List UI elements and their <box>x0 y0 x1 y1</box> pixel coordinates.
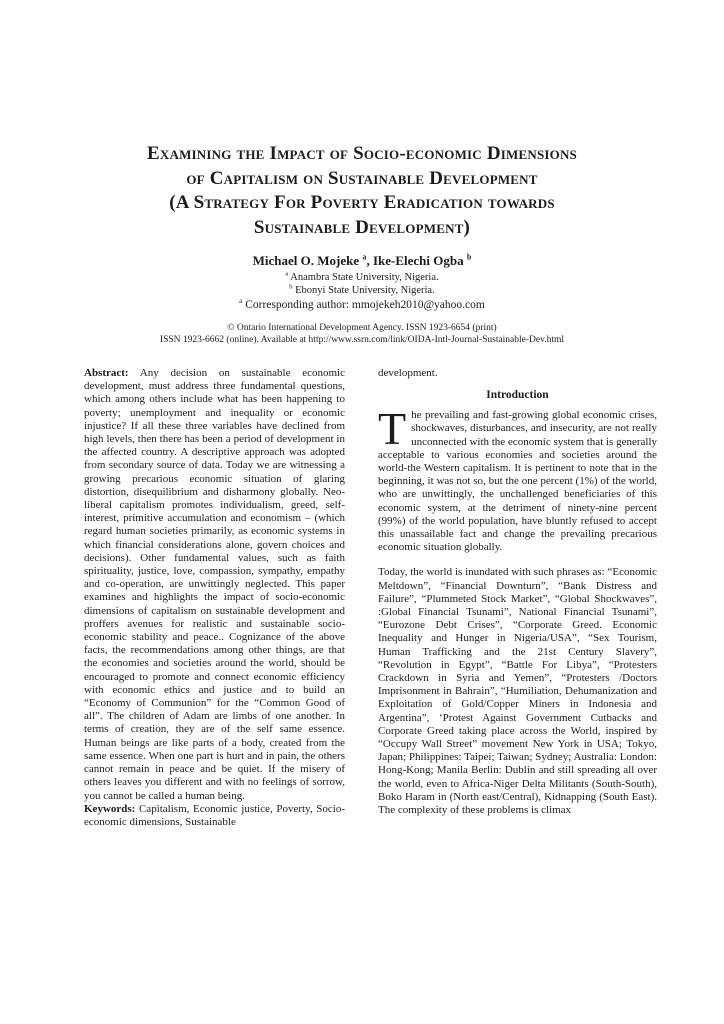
affiliation-2-sup: b <box>289 283 293 290</box>
two-column-body <box>0 367 724 829</box>
imprint-block <box>0 322 724 346</box>
author-sup-2: b <box>466 252 472 262</box>
corresponding-label: Corresponding author: <box>242 299 352 311</box>
corresponding-email: mmojekeh2010@yahoo.com <box>351 299 485 311</box>
title-line-2: of Capitalism on Sustainable Development <box>186 167 538 189</box>
phrases-paragraph: Today, the world is inundated with such phrases as: “Economic Meltdown”, “Financial Downturn”, “Bank Distress and Failure”, “Plummeted Stock Market”, “Global Shockwaves”, :Global Financial Tsunami”, National Financial Tsunami”, “Eurozone Debt Crises”, “Corporate Greed. Economic Inequality and Hunger in Nigeria/USA”, “Sex Tourism, Human Trafficking and the 21st Century Slavery”, “Revolution in Egypt”, “Battle For Libya”, “Protesters Crackdown in Syria and Yemen”, “Protesters /Doctors Imprisonment in Bahrain”, “Humiliation, Dehumanization and Exploitation of Gold/Copper Miners in Indonesia and Argentina”, ‘Protest Against Government Cutbacks and Corporate Greed taking place across the World, inspired by “Occupy Wall Street” movement New York in USA; Tokyo, Japan; Philippines: Taipei; Taiwan; Sydney; Australia: London: Hong-Kong; Manila Berlin: Dublin and still spreading all over the world, even to Africa-Niger Delta Militants (South-South), Boko Haram in (North east/Central), Kidnapping (South East). The complexity of these problems is climax <box>378 566 657 817</box>
author-separator: , <box>366 253 373 268</box>
corresponding-author-line <box>0 298 724 312</box>
imprint-line-1: © Ontario International Development Agency. ISSN 1923-6654 (print) <box>227 323 497 333</box>
author-name-2: Ike-Elechi Ogba <box>372 253 467 268</box>
introduction-text: he prevailing and fast-growing global economic crises, shockwaves, disturbances, and insecurity, are not really unconnected with the economic system that is generally acceptable to various economies and societies around the world-the Western capitalism. It is pertinent to note that in the beginning, it was not so, but the one percent (1%) of the world, who are unwittingly, the unchallenged beneficiaries of this economic system, at the detriment of ninety-nine percent (99%) of the world population, have bluntly refused to accept this unassailable fact and change the prevailing precarious economic situation globally. <box>378 409 658 554</box>
keywords-paragraph <box>84 803 345 829</box>
abstract-text: Any decision on sustainable economic development, must address three fundamental questions, which among others include what has been happening to poverty; unemployment and inequality or economic injustice? If all these three variables have declined from high levels, then there has been a period of development in the affected country. A descriptive approach was adopted from secondary source of data. Today we are witnessing a growing precarious economic situation of glaring distortion, disequilibrium and disharmony globally. Neo-liberal capitalism promotes individualism, greed, self-interest, primitive accumulation and economism – (which regard human societies primarily, as economic systems in which financial considerations alone, govern choices and decisions). Other fundamental values, such as faith spirituality, justice, love, compassion, sympathy, empathy and co-operation, are unwittingly neglected. This paper examines and highlights the impact of socio-economic dimensions of capitalism on sustainable development and proffers avenues for realistic and sustainable socio-economic stability and peace.. Cognizance of the above facts, the recommendations among other things, are that the economies and societies around the world, should be encouraged to promote and connect economic efficiency with economic ethics and justice and to build an “Economy of Communion” for the “Common Good of all”. The children of Adam are limbs of one another. In terms of creation, they are of the self same essence. Human beings are like parts of a body, created from the same essence. When one part is hurt and in pain, the others cannot remain in peace and be quiet. If the misery of others leaves you different and with no feelings of sorrow, you cannot be called a human being. <box>84 367 345 802</box>
paper-title <box>0 142 724 240</box>
paper-header <box>0 0 724 346</box>
right-column <box>378 367 657 829</box>
affiliation-2 <box>0 285 724 298</box>
introduction-heading: Introduction <box>486 389 549 402</box>
keywords-label: Keywords: <box>84 802 136 815</box>
left-column <box>84 367 345 829</box>
introduction-paragraph <box>378 403 658 554</box>
authors-line <box>0 253 724 269</box>
dropcap-letter: T <box>378 403 407 455</box>
imprint-line-2: ISSN 1923-6662 (online). Available at http://www.ssrn.com/link/OIDA-Intl-Journal-Sustainable-Dev.html <box>159 335 565 345</box>
title-line-3: (A Strategy For Poverty Eradication towards <box>169 192 555 213</box>
affiliation-1-text: Anambra State University, Nigeria. <box>288 272 439 283</box>
author-name-1: Michael O. Mojeke <box>252 253 363 268</box>
affiliation-2-text: Ebonyi State University, Nigeria. <box>292 284 435 296</box>
affiliation-1 <box>0 272 724 285</box>
abstract-label: Abstract: <box>84 367 129 379</box>
affiliation-1-sup: a <box>285 270 289 278</box>
affiliations <box>0 272 724 297</box>
abstract-paragraph <box>84 367 345 803</box>
title-line-1: Examining the Impact of Socio-economic Dimensions <box>147 143 577 164</box>
keywords-text: Capitalism, Economic justice, Poverty, Socio-economic dimensions, Sustainable <box>84 802 345 828</box>
author-sup-1: a <box>362 252 367 262</box>
continuation-line: development. <box>378 367 438 379</box>
title-line-4: Sustainable Development) <box>253 216 471 238</box>
corresponding-sup: a <box>239 297 243 306</box>
